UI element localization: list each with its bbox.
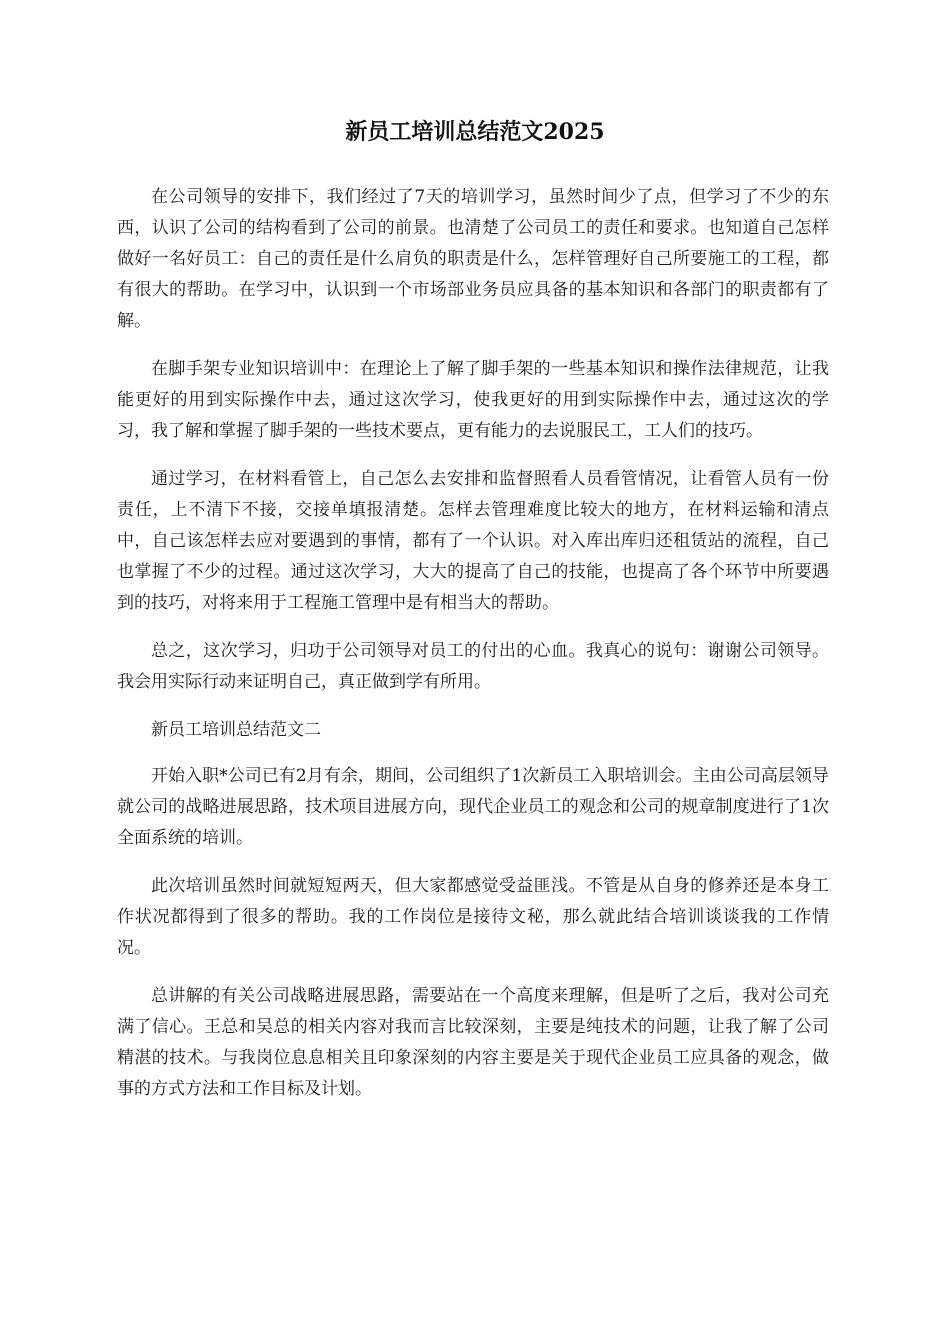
paragraph-4: 总之，这次学习，归功于公司领导对员工的付出的心血。我真心的说句：谢谢公司领导。我会用实际行动来证明自己，真正做到学有所用。	[117, 641, 829, 692]
paragraph-3: 通过学习，在材料看管上，自己怎么去安排和监督照看人员看管情况，让看管人员有一份责任，上不清下不接，交接单填报清楚。怎样去管理难度比较大的地方，在材料运输和清点中，自己该怎样去应对要遇到的事情，都有了一个认识。对入库出库归还租赁站的流程，自己也掌握了不少的过程。通过这次学习，大大的提高了自己的技能，也提高了各个环节中所要遇到的技巧，对将来用于工程施工管理中是有相当大的帮助。	[117, 469, 829, 613]
paragraph-6: 此次培训虽然时间就短短两天，但大家都感觉受益匪浅。不管是从自身的修养还是本身工作状况都得到了很多的帮助。我的工作岗位是接待文秘，那么就此结合培训谈谈我的工作情况。	[117, 876, 829, 958]
paragraph-7: 总讲解的有关公司战略进展思路，需要站在一个高度来理解，但是听了之后，我对公司充满了信心。王总和吴总的相关内容对我而言比较深刻，主要是纯技术的问题，让我了解了公司精湛的技术。与我岗位息息相关且印象深刻的内容主要是关于现代企业员工应具备的观念，做事的方式方法和工作目标及计划。	[117, 986, 829, 1099]
paragraph-2: 在脚手架专业知识培训中：在理论上了解了脚手架的一些基本知识和操作法律规范，让我能更好的用到实际操作中去，通过这次学习，使我更好的用到实际操作中去，通过这次的学习，我了解和掌握了脚手架的一些技术要点，更有能力的去说服民工，工人们的技巧。	[117, 359, 829, 441]
document-body	[117, 182, 829, 1122]
paragraph-5: 开始入职*公司已有2月有余，期间，公司组织了1次新员工入职培训会。主由公司高层领导就公司的战略进展思路，技术项目进展方向，现代企业员工的观念和公司的规章制度进行了1次全面系统的培训。	[117, 766, 829, 848]
section-subheading: 新员工培训总结范文二	[151, 720, 321, 740]
paragraph-1: 在公司领导的安排下，我们经过了7天的培训学习，虽然时间少了点，但学习了不少的东西，认识了公司的结构看到了公司的前景。也清楚了公司员工的责任和要求。也知道自己怎样做好一名好员工：自己的责任是什么肩负的职责是什么，怎样管理好自己所要施工的工程，都有很大的帮助。在学习中，认识到一个市场部业务员应具备的基本知识和各部门的职责都有了解。	[117, 187, 829, 331]
document-title: 新员工培训总结范文2025	[345, 119, 605, 145]
